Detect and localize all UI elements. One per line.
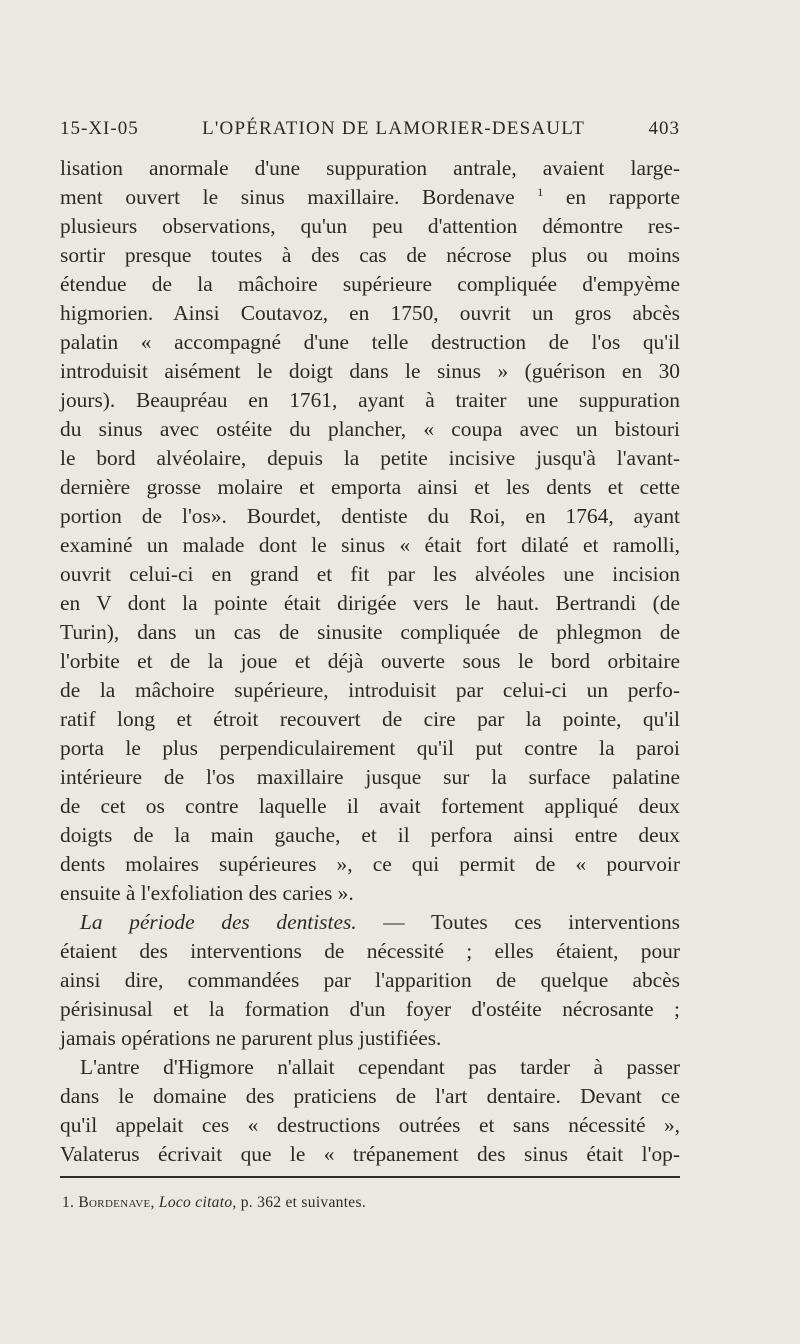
text-line: étaient des interventions de nécessité ; elles étaient, pour [60, 939, 680, 963]
header-date: 15-XI-05 [60, 118, 139, 139]
text-line: le bord alvéolaire, depuis la petite incisive jusqu'à l'avant- [60, 446, 680, 470]
page-number: 403 [648, 118, 680, 139]
text-line: ensuite à l'exfoliation des caries ». [60, 881, 354, 905]
text-line: ainsi dire, commandées par l'apparition de quelque abcès [60, 968, 680, 992]
footnote-number: 1. [62, 1194, 75, 1211]
text-line: dents molaires supérieures », ce qui permit de « pourvoir [60, 852, 680, 876]
text-line: périsinusal et la formation d'un foyer d'ostéite nécrosante ; [60, 997, 680, 1021]
footnote-author: Bordenave, [78, 1194, 155, 1211]
text-line: examiné un malade dont le sinus « était fort dilaté et ramolli, [60, 533, 680, 557]
footnote-rest: p. 362 et suivantes. [240, 1194, 366, 1211]
section-heading: La période des dentistes. [80, 910, 357, 934]
text-line: porta le plus perpendiculairement qu'il put contre la paroi [60, 736, 680, 760]
text-line: higmorien. Ainsi Coutavoz, en 1750, ouvrit un gros abcès [60, 301, 680, 325]
text-line: l'orbite et de la joue et déjà ouverte sous le bord orbitaire [60, 649, 680, 673]
text-line: de cet os contre laquelle il avait fortement appliqué deux [60, 794, 680, 818]
text-line: sortir presque toutes à des cas de nécrose plus ou moins [60, 243, 680, 267]
footnote [62, 1194, 366, 1212]
text-line: portion de l'os». Bourdet, dentiste du Roi, en 1764, ayant [60, 504, 680, 528]
text-line: ratif long et étroit recouvert de cire par la pointe, qu'il [60, 707, 680, 731]
text-line: intérieure de l'os maxillaire jusque sur la surface palatine [60, 765, 680, 789]
text-line: jours). Beaupréau en 1761, ayant à traiter une suppuration [60, 388, 680, 412]
text-line: introduisit aisément le doigt dans le sinus » (guérison en 30 [60, 359, 680, 383]
text-line: étendue de la mâchoire supérieure compliquée d'empyème [60, 272, 680, 296]
running-header [60, 118, 680, 140]
header-title: L'OPÉRATION DE LAMORIER-DESAULT [202, 118, 586, 139]
text-line: en V dont la pointe était dirigée vers le haut. Bertrandi (de [60, 591, 680, 615]
text-line: qu'il appelait ces « destructions outrées et sans nécessité », [60, 1113, 680, 1137]
text-line: ouvrit celui-ci en grand et fit par les alvéoles une incision [60, 562, 680, 586]
text-line: lisation anormale d'une suppuration antrale, avaient large- [60, 156, 680, 180]
footnote-marker: 1 [537, 184, 544, 199]
text-line: Valaterus écrivait que le « trépanement des sinus était l'op- [60, 1142, 680, 1166]
footnote-rule [60, 1176, 680, 1178]
text-line: Turin), dans un cas de sinusite compliquée de phlegmon de [60, 620, 680, 644]
text-line: ment ouvert le sinus maxillaire. Bordenave $^1$ en rapporte [60, 184, 680, 209]
text-line: dernière grosse molaire et emporta ainsi et les dents et cette [60, 475, 680, 499]
footnote-source: Loco citato, [158, 1194, 237, 1211]
body-text [60, 154, 680, 1169]
text-line: plusieurs observations, qu'un peu d'attention démontre res- [60, 214, 680, 238]
text-line: doigts de la main gauche, et il perfora ainsi entre deux [60, 823, 680, 847]
text-line: L'antre d'Higmore n'allait cependant pas tarder à passer [80, 1055, 680, 1079]
section-line: La période des dentistes. — Toutes ces interventions [80, 910, 680, 934]
text-line: palatin « accompagné d'une telle destruction de l'os qu'il [60, 330, 680, 354]
text-line: du sinus avec ostéite du plancher, « coupa avec un bistouri [60, 417, 680, 441]
text-line: de la mâchoire supérieure, introduisit par celui-ci un perfo- [60, 678, 680, 702]
text-line: jamais opérations ne parurent plus justifiées. [60, 1026, 442, 1050]
text-line: dans le domaine des praticiens de l'art dentaire. Devant ce [60, 1084, 680, 1108]
